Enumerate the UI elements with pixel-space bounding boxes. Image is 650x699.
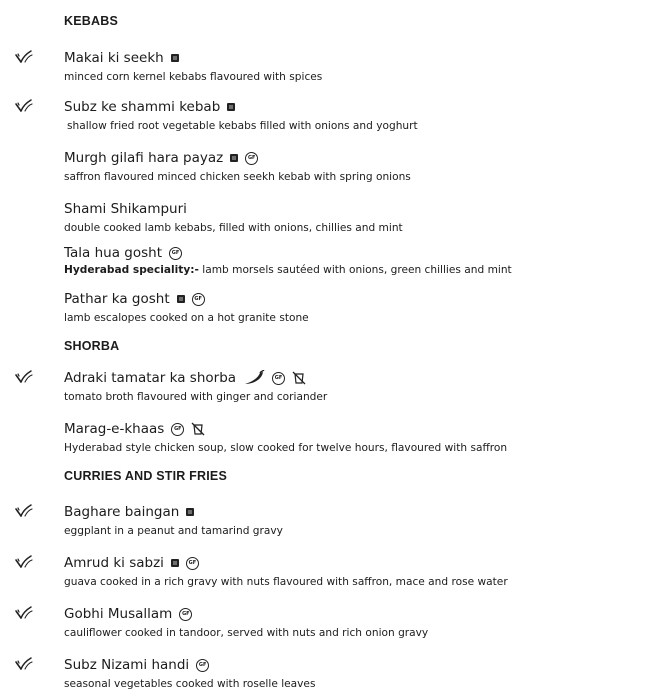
chef-special-icon (230, 154, 238, 162)
section-title-kebabs: KEBABS (64, 14, 118, 28)
item-description: tomato broth flavoured with ginger and coriander (64, 391, 328, 403)
item-name: Subz ke shammi kebab (64, 99, 221, 115)
chef-special-icon (177, 295, 185, 303)
item-description: shallow fried root vegetable kebabs filled with onions and yoghurt (67, 120, 418, 132)
item-name: Makai ki seekh (64, 50, 164, 66)
menu-item-marag-e-khaas (64, 418, 639, 454)
veg-icon (14, 98, 34, 114)
gluten-free-icon: GF (272, 372, 285, 385)
gluten-free-icon: GF (196, 659, 209, 672)
item-description: lamb escalopes cooked on a hot granite stone (64, 312, 309, 324)
item-description: cauliflower cooked in tandoor, served with nuts and rich onion gravy (64, 627, 429, 639)
item-name: Tala hua gosht (64, 245, 162, 261)
item-description: saffron flavoured minced chicken seekh kebab with spring onions (64, 171, 411, 183)
gluten-free-icon: GF (192, 293, 205, 306)
chilli-icon (243, 370, 265, 386)
item-description: eggplant in a peanut and tamarind gravy (64, 525, 283, 537)
veg-icon (14, 49, 34, 65)
item-name: Murgh gilafi hara payaz (64, 150, 224, 166)
item-name: Baghare baingan (64, 504, 180, 520)
menu-item-adraki-tamatar-ka-shorba (64, 367, 639, 403)
chef-special-icon (186, 508, 194, 516)
item-description: Hyderabad style chicken soup, slow cooked for twelve hours, flavoured with saffron (64, 442, 508, 454)
item-description: minced corn kernel kebabs flavoured with spices (64, 71, 323, 83)
veg-icon (14, 503, 34, 519)
item-name: Shami Shikampuri (64, 201, 187, 217)
item-name: Amrud ki sabzi (64, 555, 164, 571)
gluten-free-icon: GF (245, 152, 258, 165)
veg-icon (14, 605, 34, 621)
menu-item-murgh-gilafi-hara-payaz (64, 147, 639, 183)
menu-item-gobhi-musallam (64, 603, 639, 639)
menu-item-shami-shikampuri (64, 198, 639, 234)
gluten-free-icon: GF (179, 608, 192, 621)
item-name: Pathar ka gosht (64, 291, 170, 307)
menu-item-makai-ki-seekh (64, 47, 639, 83)
item-description: double cooked lamb kebabs, filled with onions, chillies and mint (64, 222, 403, 234)
veg-icon (14, 656, 34, 672)
no-dairy-icon (191, 422, 205, 436)
gluten-free-icon: GF (169, 247, 182, 260)
section-title-curries: CURRIES AND STIR FRIES (64, 469, 227, 483)
menu-item-subz-ke-shammi-kebab (64, 96, 639, 132)
menu-item-pathar-ka-gosht (64, 288, 639, 324)
menu-item-tala-hua-gosht (64, 242, 639, 276)
chef-special-icon (227, 103, 235, 111)
menu-item-subz-nizami-handi (64, 654, 639, 690)
veg-icon (14, 554, 34, 570)
veg-icon (14, 369, 34, 385)
item-name: Adraki tamatar ka shorba (64, 370, 237, 386)
item-description-highlight: Hyderabad speciality:- (64, 264, 199, 276)
item-description: lamb morsels sautéed with onions, green chillies and mint (198, 264, 512, 276)
chef-special-icon (171, 559, 179, 567)
gluten-free-icon: GF (171, 423, 184, 436)
menu-item-amrud-ki-sabzi (64, 552, 639, 588)
item-name: Marag-e-khaas (64, 421, 165, 437)
no-dairy-icon (292, 371, 306, 385)
chef-special-icon (171, 54, 179, 62)
item-description: guava cooked in a rich gravy with nuts flavoured with saffron, mace and rose water (64, 576, 508, 588)
item-description: seasonal vegetables cooked with roselle leaves (64, 678, 316, 690)
item-name: Subz Nizami handi (64, 657, 190, 673)
menu-item-baghare-baingan (64, 501, 639, 537)
gluten-free-icon: GF (186, 557, 199, 570)
item-name: Gobhi Musallam (64, 606, 173, 622)
section-title-shorba: SHORBA (64, 339, 120, 353)
